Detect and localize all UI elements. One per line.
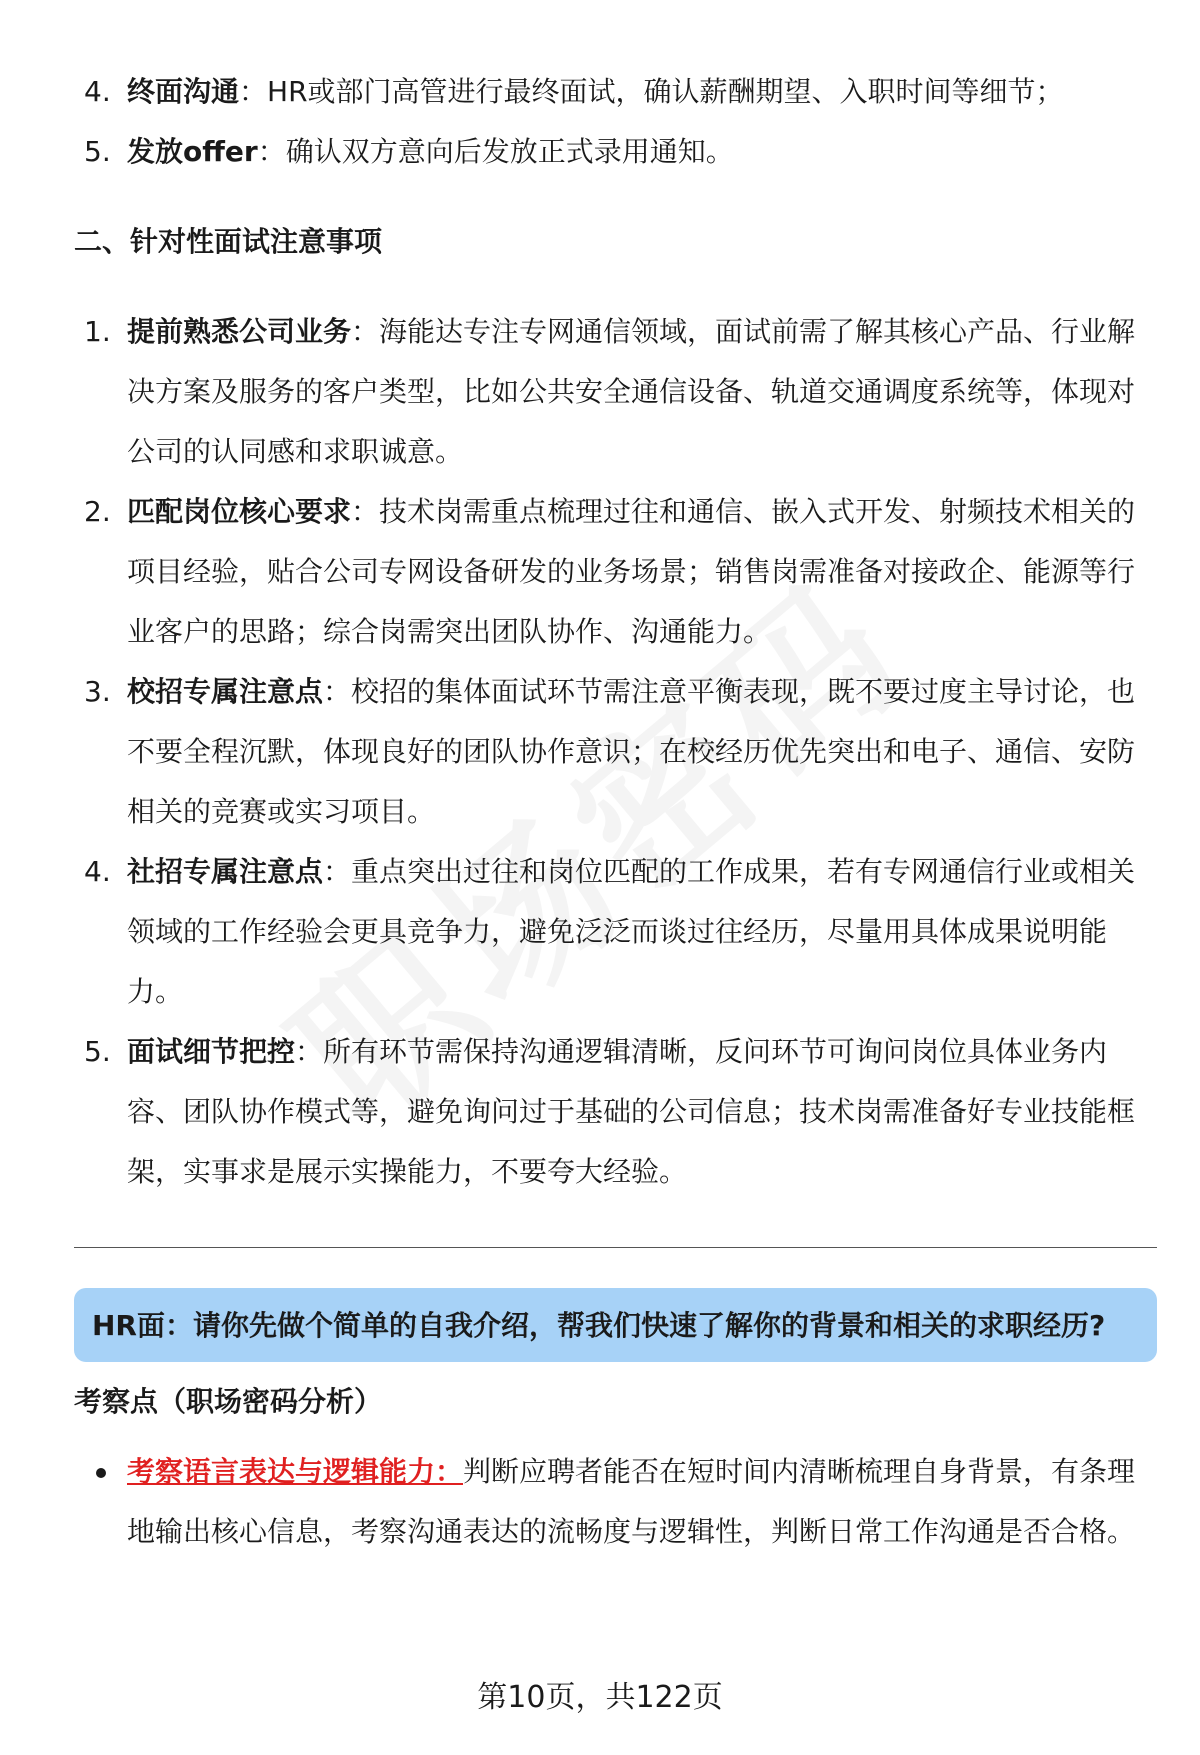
list-item-separator: ： <box>323 855 352 888</box>
list-item-text: 重点突出过往和岗位匹配的工作成果，若有专网通信行业或相关领域的工作经验会更具竞争力，避免泛泛而谈过往经历，尽量用具体成果说明能力。 <box>127 855 1136 1008</box>
list-item-title: 社招专属注意点 <box>127 855 324 888</box>
bullet-label: 考察语言表达与逻辑能力： <box>127 1455 464 1488</box>
list-item-text: 海能达专注专网通信领域，面试前需了解其核心产品、行业解决方案及服务的客户类型，比如公共安全通信设备、轨道交通调度系统等，体现对公司的认同感和求职诚意。 <box>127 315 1136 468</box>
list-number: 1. <box>84 315 111 348</box>
list-number: 4. <box>84 75 111 108</box>
list-item-separator: ： <box>351 495 380 528</box>
list-item <box>74 1022 1157 1202</box>
question-box <box>74 1288 1157 1362</box>
list-item-text: 技术岗需重点梳理过往和通信、嵌入式开发、射频技术相关的项目经验，贴合公司专网设备研发的业务场景；销售岗需准备对接政企、能源等行业客户的思路；综合岗需突出团队协作、沟通能力。 <box>127 495 1136 648</box>
bullet-dot-icon <box>96 1468 106 1478</box>
list-item <box>74 62 1157 122</box>
list-item <box>74 842 1157 1022</box>
section-divider <box>74 1247 1157 1248</box>
list-item <box>74 482 1157 662</box>
process-list <box>74 62 1157 182</box>
list-item-title: 终面沟通 <box>127 75 240 108</box>
list-item-separator: ： <box>323 675 352 708</box>
question-text: HR面：请你先做个简单的自我介绍，帮我们快速了解你的背景和相关的求职经历? <box>92 1309 1106 1342</box>
list-number: 5. <box>84 135 111 168</box>
list-item-text: 确认双方意向后发放正式录用通知。 <box>285 135 734 168</box>
list-item-title: 匹配岗位核心要求 <box>127 495 352 528</box>
analysis-bullets <box>74 1442 1157 1562</box>
bullet-text: 判断应聘者能否在短时间内清晰梳理自身背景，有条理地输出核心信息，考察沟通表达的流畅度与逻辑性，判断日常工作沟通是否合格。 <box>127 1455 1136 1548</box>
list-item-separator: ： <box>239 75 268 108</box>
list-item-text: 所有环节需保持沟通逻辑清晰，反问环节可询问岗位具体业务内容、团队协作模式等，避免询问过于基础的公司信息；技术岗需准备好专业技能框架，实事求是展示实操能力，不要夸大经验。 <box>127 1035 1136 1188</box>
list-item <box>74 662 1157 842</box>
list-item <box>74 122 1157 182</box>
list-item-title: 校招专属注意点 <box>127 675 324 708</box>
list-item-text: HR或部门高管进行最终面试，确认薪酬期望、入职时间等细节； <box>267 75 1064 108</box>
page-number: 第10页，共122页 <box>477 1680 723 1715</box>
tips-list <box>74 302 1157 1202</box>
list-item-title: 发放offer <box>127 135 258 168</box>
section-heading: 二、针对性面试注意事项 <box>74 225 383 258</box>
analysis-heading: 考察点（职场密码分析） <box>74 1385 383 1418</box>
list-item-separator: ： <box>351 315 380 348</box>
list-item-title: 面试细节把控 <box>127 1035 296 1068</box>
list-number: 5. <box>84 1035 111 1068</box>
list-number: 4. <box>84 855 111 888</box>
list-item <box>74 302 1157 482</box>
list-number: 2. <box>84 495 111 528</box>
page-content <box>74 62 1157 1562</box>
list-number: 3. <box>84 675 111 708</box>
list-item-text: 校招的集体面试环节需注意平衡表现，既不要过度主导讨论，也不要全程沉默，体现良好的团队协作意识；在校经历优先突出和电子、通信、安防相关的竞赛或实习项目。 <box>127 675 1136 828</box>
list-item-separator: ： <box>257 135 286 168</box>
bullet-item <box>74 1442 1157 1562</box>
list-item-separator: ： <box>295 1035 324 1068</box>
list-item-title: 提前熟悉公司业务 <box>127 315 352 348</box>
